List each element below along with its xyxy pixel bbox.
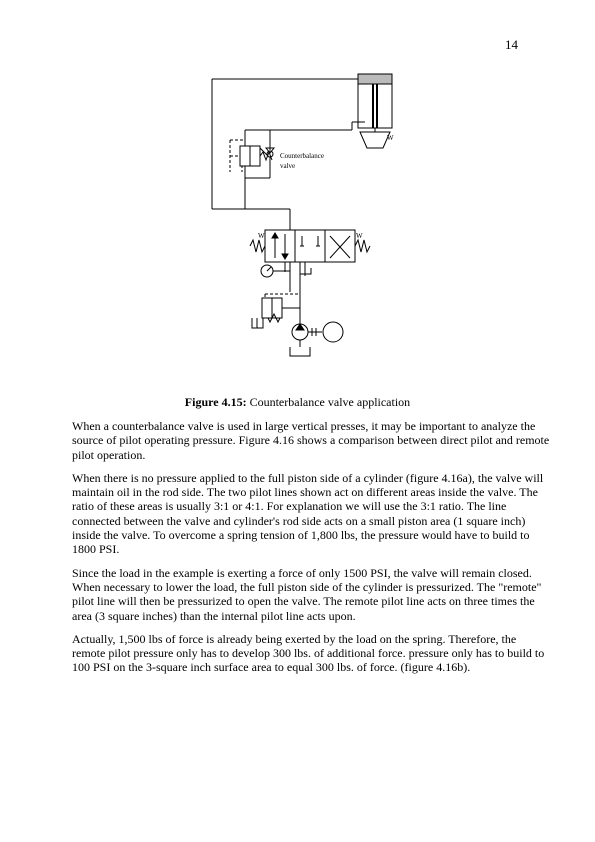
page-number: 14 xyxy=(505,37,518,52)
counterbalance-circuit-diagram xyxy=(170,62,410,372)
cylinder-cap xyxy=(358,74,392,84)
figure-caption-text: Counterbalance valve application xyxy=(246,395,411,409)
body-text xyxy=(72,419,552,684)
figure-label: Figure 4.15: xyxy=(184,395,247,409)
paragraph: Since the load in the example is exerting a force of only 1500 PSI, the valve will remain closed. When necessary to lower the load, the full piston side of the cylinder is pressurized. The "remote" pilot line will then be pressurized to open the valve. The remote pilot line acts on three times the area (3 square inches) than the internal pilot line acts upon. xyxy=(72,565,542,623)
paragraph: When a counterbalance valve is used in large vertical presses, it may be important to analyze the source of pilot operating pressure. Figure 4.16 shows a comparison between direct pilot and remote pilot operation. xyxy=(72,419,550,462)
figure-caption xyxy=(0,395,595,410)
spring-left-label: W xyxy=(258,232,265,240)
callout-label-2: valve xyxy=(280,162,296,170)
paragraph: Actually, 1,500 lbs of force is already being exerted by the load on the spring. Therefore, the remote pilot pressure only has to develop 300 lbs. of additional force. pressure only has to build to 100 PSI on the 3-square inch surface area to equal 300 lbs. of force. (figure 4.16b). xyxy=(72,631,545,675)
callout-label: Counterbalance xyxy=(280,152,324,160)
weight-label: W xyxy=(387,134,394,142)
paragraph: When there is no pressure applied to the full piston side of a cylinder (figure 4.16a), the valve will maintain oil in the rod side. The two pilot lines shown act on different areas inside the valve. The ratio of these areas is usually 3:1 or 4:1. For explanation we will use the 3:1 ratio. The line connected between the valve and cylinder's rod side acts on a small piston area (1 square inch) inside the valve. To overcome a spring tension of 1,800 lbs, the pressure would have to build to 1800 PSI. xyxy=(72,470,544,557)
load-weight xyxy=(360,132,390,148)
spring-right-label: W xyxy=(356,232,363,240)
electric-motor xyxy=(323,322,343,342)
